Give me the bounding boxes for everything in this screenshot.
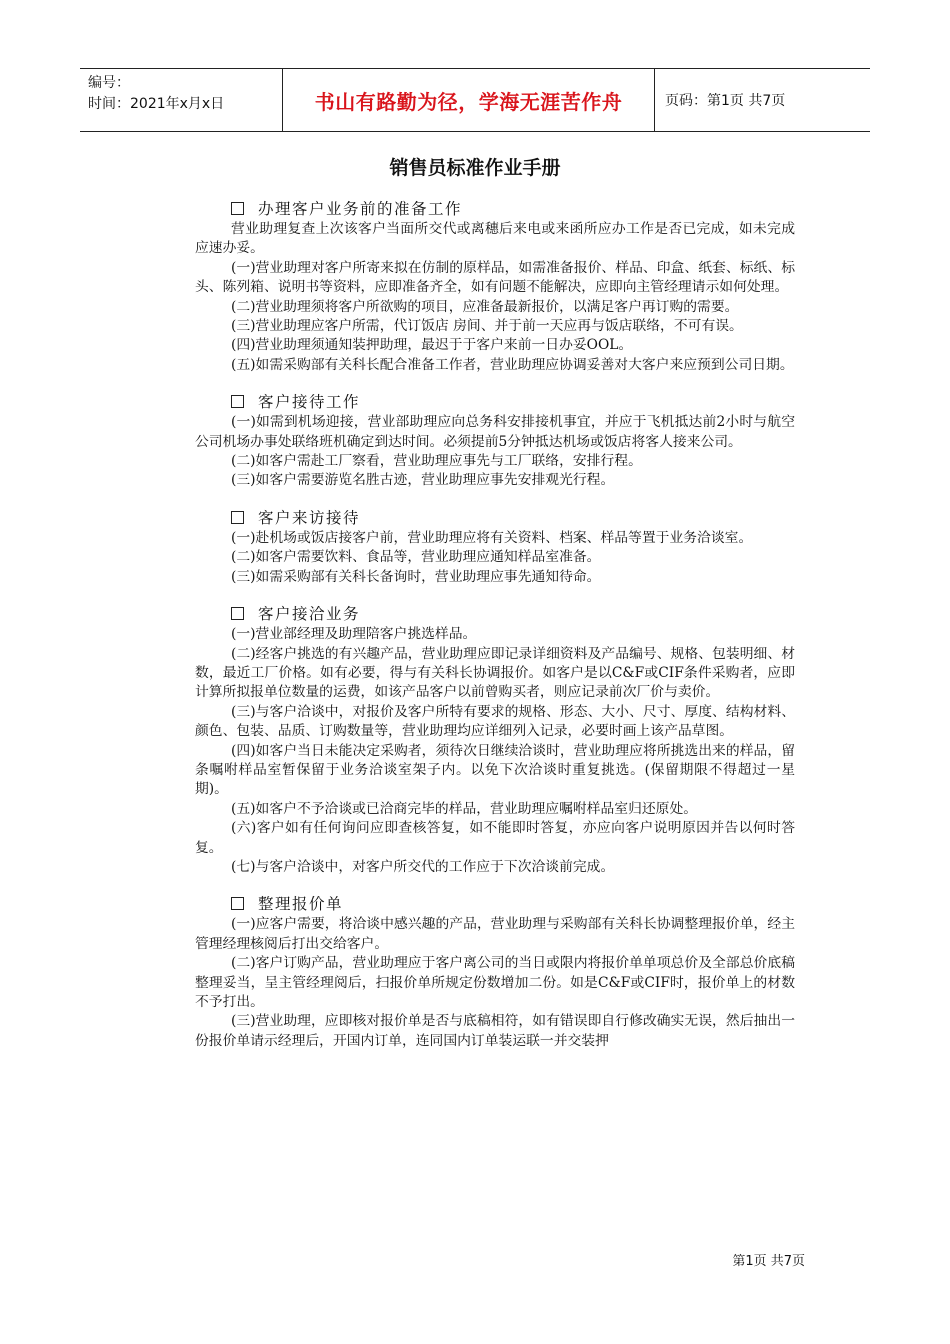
header-date: 时间：2021年x月x日 xyxy=(88,96,225,112)
paragraph: (一)如需到机场迎接，营业部助理应向总务科安排接机事宜，并应于飞机抵达前2小时与航空公司机场办事处联络班机确定到达时间。必须提前5分钟抵达机场或饭店将客人接来公司。 xyxy=(195,414,795,450)
paragraph: (二)如客户需要饮料、食品等，营业助理应通知样品室准备。 xyxy=(231,549,601,566)
paragraph: (二)经客户挑选的有兴趣产品，营业助理应即记录详细资料及产品编号、规格、包装明细、材数，最近工厂价格。如有必要，得与有关科长协调报价。如客户是以C&F或CIF条件采购者，应即计算所拟报单位数量的运费，如该产品客户以前曾购买者，则应记录前次厂价与卖价。 xyxy=(195,645,795,701)
section-title xyxy=(231,603,795,625)
paragraph: (四)如客户当日未能决定采购者，须待次日继续洽谈时，营业助理应将所挑选出来的样品，留条嘱咐样品室暂保留于业务洽谈室架子内。以免下次洽谈时重复挑选。(保留期限不得超过一星期)。 xyxy=(195,742,795,798)
section-title xyxy=(231,507,795,529)
paragraph: (三)如客户需要游览名胜古迹，营业助理应事先安排观光行程。 xyxy=(231,472,615,489)
page-footer: 第1页 共7页 xyxy=(732,1254,805,1269)
section xyxy=(195,198,795,375)
document-body xyxy=(195,198,795,1067)
section xyxy=(195,391,795,491)
paragraph: (三)营业助理，应即核对报价单是否与底稿相符，如有错误即自行修改确实无误，然后抽出一份报价单请示经理后，开国内订单，连同国内订单装运联一并交装押 xyxy=(195,1013,795,1049)
paragraph: (四)营业助理须通知装押助理，最迟于于客户来前一日办妥OOL。 xyxy=(231,337,633,354)
paragraph: (二)如客户需赴工厂察看，营业助理应事先与工厂联络，安排行程。 xyxy=(231,453,642,470)
paragraph: (六)客户如有任何询问应即查核答复，如不能即时答复，亦应向客户说明原因并告以何时答复。 xyxy=(195,820,795,856)
checkbox-square-icon xyxy=(231,395,244,408)
section-title-text: 客户接待工作 xyxy=(258,393,361,412)
header-motto: 书山有路勤为径，学海无涯苦作舟 xyxy=(314,89,623,114)
section-title-text: 办理客户业务前的准备工作 xyxy=(258,200,463,218)
paragraph: (七)与客户洽谈中，对客户所交代的工作应于下次洽谈前完成。 xyxy=(231,858,615,875)
paragraph: (三)如需采购部有关科长备询时，营业助理应事先通知待命。 xyxy=(231,568,601,585)
section-title xyxy=(231,391,795,413)
paragraph: (五)如客户不予洽谈或已洽商完毕的样品，营业助理应嘱咐样品室归还原处。 xyxy=(231,800,698,817)
checkbox-square-icon xyxy=(231,202,244,215)
header-motto-cell xyxy=(282,69,655,131)
section-title xyxy=(231,198,795,220)
paragraph: (一)营业助理对客户所寄来拟在仿制的原样品，如需准备报价、样品、印盒、纸套、标纸、标头、陈列箱、说明书等资料，应即准备齐全，如有问题不能解决，应即向主管经理请示如何处理。 xyxy=(195,259,795,296)
page-header xyxy=(80,68,870,132)
section-title-text: 整理报价单 xyxy=(258,895,344,914)
paragraph: (三)营业助理应客户所需，代订饭店 房间、并于前一天应再与饭店联络，不可有误。 xyxy=(231,318,743,335)
header-page-number: 页码：第1页 共7页 xyxy=(665,93,786,109)
paragraph: (一)赴机场或饭店接客户前，营业助理应将有关资料、档案、样品等置于业务洽谈室。 xyxy=(231,529,753,546)
paragraph: (二)营业助理须将客户所欲购的项目，应准备最新报价，以满足客户再订购的需要。 xyxy=(231,298,739,315)
checkbox-square-icon xyxy=(231,897,244,910)
paragraph: (三)与客户洽谈中，对报价及客户所特有要求的规格、形态、大小、尺寸、厚度、结构材料、颜色、包装、品质、订购数量等，营业助理均应详细列入记录，必要时画上该产品草图。 xyxy=(195,703,795,740)
section-title-text: 客户接洽业务 xyxy=(258,605,361,624)
section-title-text: 客户来访接待 xyxy=(258,508,361,527)
header-page-cell xyxy=(655,69,870,131)
header-info xyxy=(80,69,282,131)
paragraph: (二)客户订购产品，营业助理应于客户离公司的当日或限内将报价单单项总价及全部总价底稿整理妥当，呈主管经理阅后，扫报价单所规定份数增加二份。如是C&F或CIF时，报价单上的材数不予打出。 xyxy=(195,955,795,1010)
document-title: 销售员标准作业手册 xyxy=(389,157,561,179)
checkbox-square-icon xyxy=(231,607,244,620)
paragraph: (一)营业部经理及助理陪客户挑选样品。 xyxy=(231,626,477,643)
section-title xyxy=(231,893,795,915)
checkbox-square-icon xyxy=(231,511,244,524)
section xyxy=(195,507,795,587)
header-number: 编号： xyxy=(88,75,130,91)
paragraph: (一)应客户需要，将洽谈中感兴趣的产品，营业助理与采购部有关科长协调整理报价单，经主管理经理核阅后打出交给客户。 xyxy=(195,916,795,952)
paragraph: 营业助理复查上次该客户当面所交代或离穗后来电或来函所应办工作是否已完成，如未完成应速办妥。 xyxy=(195,221,795,257)
paragraph: (五)如需采购部有关科长配合准备工作者，营业助理应协调妥善对大客户来应预到公司日期。 xyxy=(231,356,794,373)
section xyxy=(195,893,795,1051)
section xyxy=(195,603,795,877)
